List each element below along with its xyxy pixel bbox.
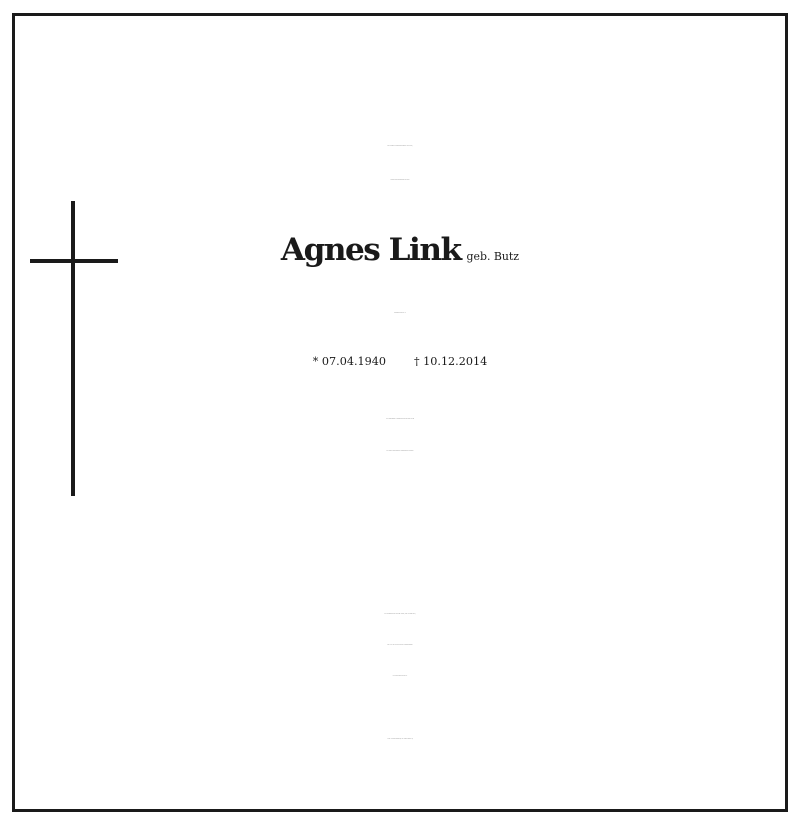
deceased-name-line [0, 232, 800, 268]
message-line-1: Viele gemeinsame Lebensaugenblicke sind nun für uns [386, 419, 414, 420]
maiden-name: geb. Butz [466, 250, 520, 263]
deceased-name: Agnes Link [280, 232, 461, 268]
intro-line-2: unserer guten Schwägerin und Tante [390, 180, 410, 181]
message-line-2: im Abschied unvergessliche Erinnerungen geworden. [386, 451, 414, 452]
profession: Hauptschullehrerin i. R. [393, 313, 407, 314]
death-date: † 10.12.2014 [414, 355, 488, 368]
life-dates [0, 355, 800, 368]
ceremony-line-1: Die Urnentrauerfeier findet am Freitag, dem 16. Januar 2015, [384, 614, 416, 615]
ceremony-line-2: um 11.00 Uhr auf dem Friedhof in Sontheim statt. [387, 645, 413, 646]
birth-date: * 07.04.1940 [312, 355, 386, 368]
address: 74081 Heilbronn-Sontheim, Max-Planck-Straße 9/5 [387, 739, 413, 740]
ceremony-line-3: Ein Kondolenzbuch liegt auf. [392, 676, 408, 677]
intro-line-1: Wir gedenken in Dankbarkeit meiner lieben Frau, [387, 146, 413, 147]
notice-border [12, 13, 788, 812]
